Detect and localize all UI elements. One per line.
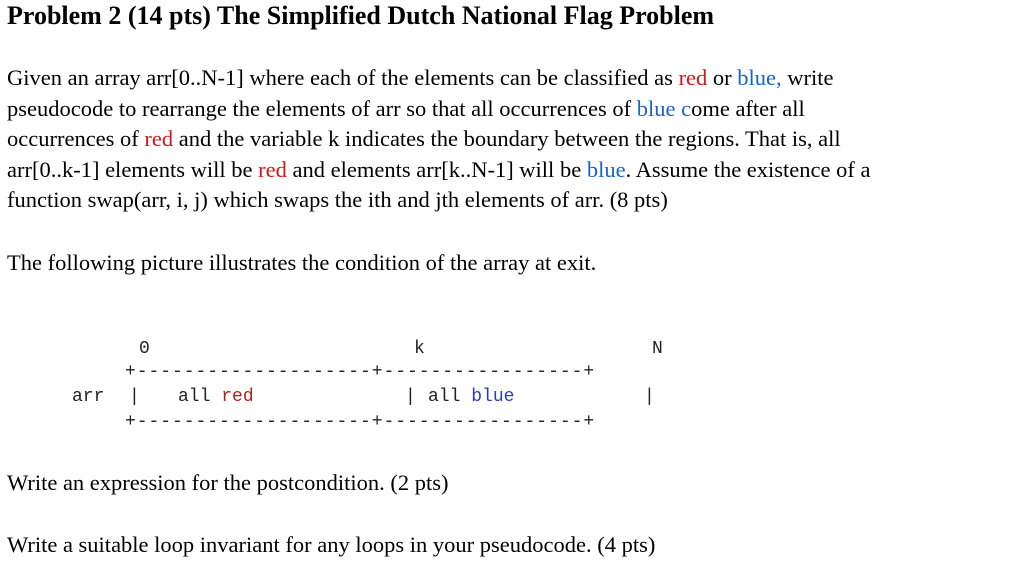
red-keyword: red (144, 126, 174, 152)
diagram-intro-text: The following picture illustrates the condition of the array at exit. (7, 250, 597, 275)
diagram-top-border: +--------------------+-----------------+ (125, 362, 596, 382)
blue-region-word: blue (471, 387, 515, 407)
description-line-5: function swap(arr, i, j) which swaps the ith and jth elements of arr. (8 pts) (7, 187, 668, 213)
text-segment: and the variable k indicates the boundary between the regions. That is, all (173, 126, 841, 152)
text-segment: . Assume the existence of a (625, 156, 871, 182)
postcondition-question: Write an expression for the postcondition. (2 pts) (7, 470, 449, 495)
index-label-N: N (652, 339, 663, 359)
array-diagram (0, 330, 1024, 440)
red-keyword: red (258, 156, 287, 182)
all-red-label (178, 386, 254, 408)
arr-label: arr (72, 387, 105, 407)
text-segment: ome after all (691, 95, 805, 121)
blue-keyword: blue c (636, 95, 692, 121)
index-label-0: 0 (139, 339, 150, 359)
text-segment: arr[0..k-1] elements will be (7, 156, 259, 182)
loop-invariant-question: Write a suitable loop invariant for any loops in your pseudocode. (4 pts) (7, 532, 656, 557)
description-line-3 (7, 124, 1023, 155)
text-segment: pseudocode to rearrange the elements of arr so that all occurrences of (7, 95, 637, 121)
problem-title: Problem 2 (14 pts) The Simplified Dutch National Flag Problem (7, 1, 715, 30)
text-segment: occurrences of (7, 126, 145, 152)
blue-keyword: blue (586, 156, 626, 182)
diagram-bottom-border: +--------------------+-----------------+ (125, 412, 596, 432)
boundary-bar: | (405, 387, 416, 407)
text-segment: and elements arr[k..N-1] will be (286, 156, 587, 182)
text-segment: write (781, 65, 834, 90)
index-label-k: k (414, 339, 425, 359)
problem-description (7, 63, 1023, 216)
text-segment: or (707, 65, 738, 90)
description-line-1 (7, 63, 1023, 94)
right-border-bar: | (644, 387, 655, 407)
red-region-word: red (221, 387, 254, 407)
blue-keyword: blue, (737, 65, 782, 90)
description-line-2 (7, 94, 1023, 125)
description-line-4 (7, 155, 1023, 186)
red-keyword: red (678, 65, 708, 90)
all-word: all (428, 387, 461, 407)
all-blue-label (428, 386, 514, 408)
all-word: all (178, 387, 211, 407)
left-border-bar: | (129, 387, 140, 407)
text-segment: Given an array arr[0..N-1] where each of the elements can be classified as (7, 65, 679, 90)
